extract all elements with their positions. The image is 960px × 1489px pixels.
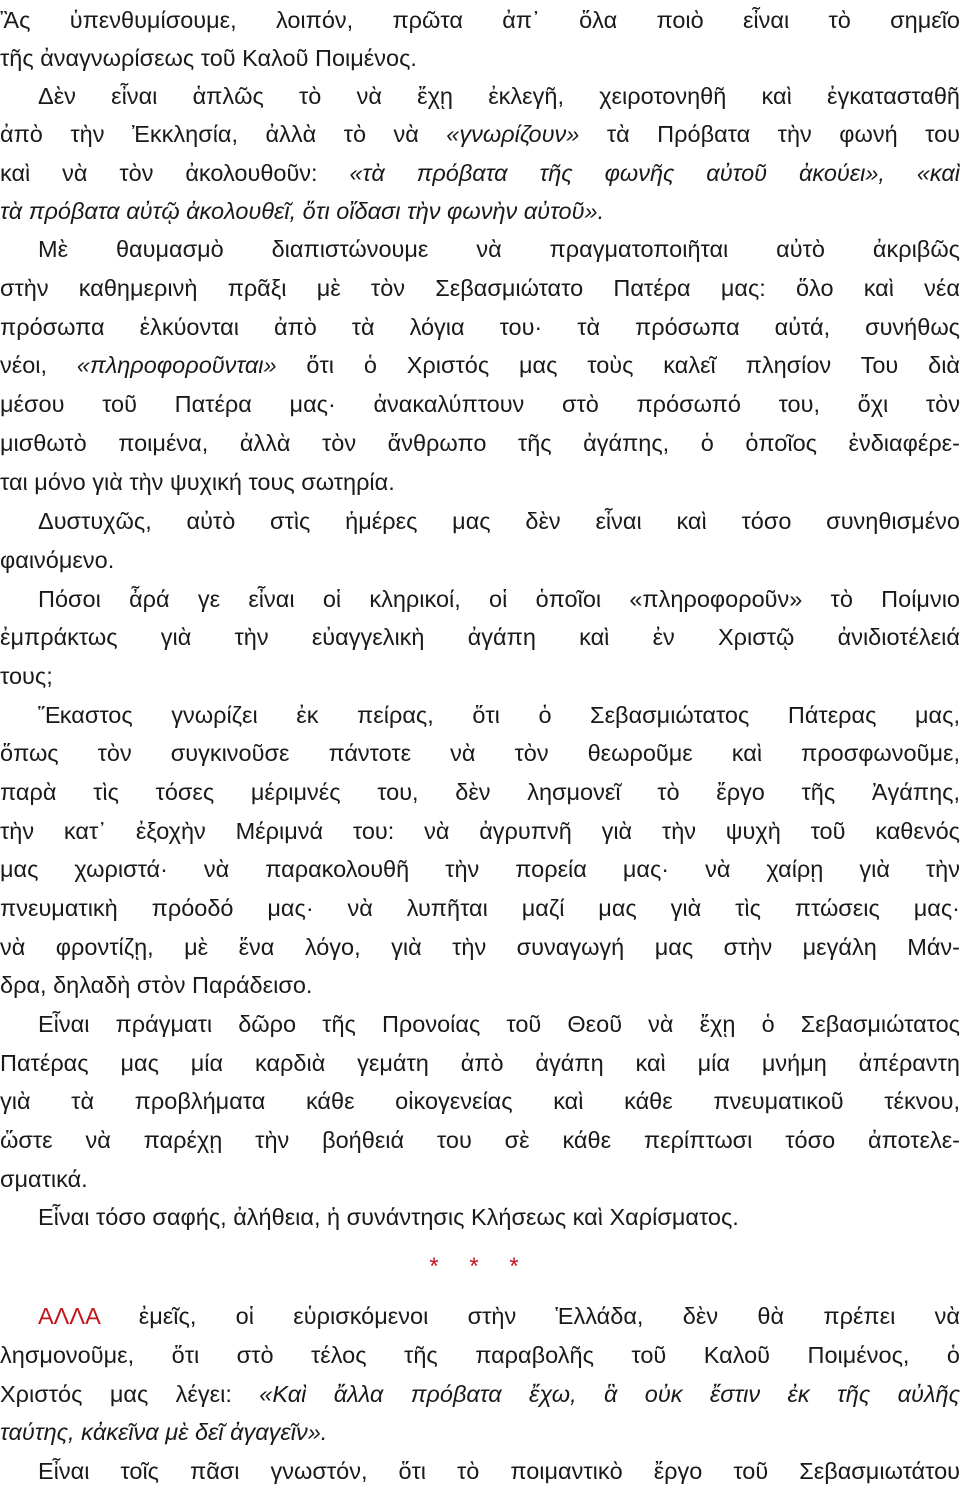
text-span: Πόσοι ἆρά γε εἶναι οἱ κληρικοί, οἱ ὁποῖοι «πληροφοροῦν» τὸ Ποίμνιο — [38, 586, 960, 612]
text-line — [0, 193, 960, 229]
text-span: γιὰ τὰ προβλήματα κάθε οἰκογενείας καὶ κάθε πνευματικοῦ τέκνου, — [0, 1088, 960, 1114]
text-line — [0, 697, 960, 733]
text-line — [0, 1161, 960, 1197]
text-line — [0, 542, 960, 578]
text-span: Εἶναι τοῖς πᾶσι γνωστόν, ὅτι τὸ ποιμαντικὸ ἔργο τοῦ Σεβασμιωτάτου — [38, 1458, 960, 1484]
text-span: δρα, δηλαδὴ στὸν Παράδεισο. — [0, 972, 313, 998]
text-span: μας χωριστά· νὰ παρακολουθῆ τὴν πορεία μας· νὰ χαίρῃ γιὰ τὴν — [0, 856, 960, 882]
text-span: Εἶναι τόσο σαφής, ἀλήθεια, ἡ συνάντησις Κλήσεως καὶ Χαρίσματος. — [38, 1204, 739, 1230]
text-span: φαινόμενο. — [0, 547, 115, 573]
text-span: ται μόνο γιὰ τὴν ψυχική τους σωτηρία. — [0, 469, 395, 495]
text-line — [0, 1045, 960, 1081]
text-line — [0, 1006, 960, 1042]
quote-italic: «γνωρίζουν» — [446, 121, 580, 147]
text-line — [0, 386, 960, 422]
text-line — [0, 2, 960, 38]
quote-italic: «τὰ πρόβατα τῆς φωνῆς αὐτοῦ ἀκούει», «καὶ — [349, 160, 960, 186]
text-span: Πατέρας μας μία καρδιὰ γεμάτη ἀπὸ ἀγάπη καὶ μία μνήμη ἀπέραντη — [0, 1050, 960, 1076]
text-line — [0, 231, 960, 267]
text-line — [0, 1298, 960, 1334]
red-initial-word: ΑΛΛΑ — [38, 1303, 100, 1329]
text-span: Ἕκαστος γνωρίζει ἐκ πείρας, ὅτι ὁ Σεβασμιώτατος Πάτερας μας, — [38, 702, 960, 728]
text-span: πρόσωπα ἑλκύονται ἀπὸ τὰ λόγια του· τὰ πρόσωπα αὐτά, συνήθως — [0, 314, 960, 340]
text-span: τὴν κατ᾽ ἐξοχὴν Μέριμνά του: νὰ ἀγρυπνῆ γιὰ τὴν ψυχὴ τοῦ καθενός — [0, 818, 960, 844]
text-line — [0, 1122, 960, 1158]
separator-stars: * * * — [429, 1253, 531, 1280]
text-line — [0, 155, 960, 191]
text-span: στὴν καθημερινὴ πρᾶξι μὲ τὸν Σεβασμιώτατο Πατέρα μας: ὅλο καὶ νέα — [0, 275, 960, 301]
text-span: νὰ φροντίζῃ, μὲ ἕνα λόγο, γιὰ τὴν συναγωγή μας στὴν μεγάλη Μάν- — [0, 934, 960, 960]
text-line — [0, 619, 960, 655]
text-line — [0, 774, 960, 810]
text-line — [0, 464, 960, 500]
text-line — [0, 851, 960, 887]
text-line — [0, 735, 960, 771]
text-span: Δυστυχῶς, αὐτὸ στὶς ἡμέρες μας δὲν εἶναι καὶ τόσο συνηθισμένο — [38, 508, 960, 534]
text-span: σματικά. — [0, 1166, 88, 1192]
text-span: λησμονοῦμε, ὅτι στὸ τέλος τῆς παραβολῆς τοῦ Καλοῦ Ποιμένος, ὁ — [0, 1342, 960, 1368]
text-span: παρὰ τὶς τόσες μέριμνές του, δὲν λησμονεῖ τὸ ἔργο τῆς Ἀγάπης, — [0, 779, 960, 805]
text-line — [0, 270, 960, 306]
text-span: ἐμεῖς, οἱ εὑρισκόμενοι στὴν Ἑλλάδα, δὲν θὰ πρέπει νὰ — [99, 1303, 960, 1329]
text-span: Εἶναι πράγματι δῶρο τῆς Προνοίας τοῦ Θεοῦ νὰ ἔχῃ ὁ Σεβασμιώτατος — [38, 1011, 960, 1037]
text-span: τῆς ἀναγνωρίσεως τοῦ Καλοῦ Ποιμένος. — [0, 45, 417, 71]
text-span: ὅτι ὁ Χριστός μας τοὺς καλεῖ πλησίον Του διὰ — [276, 352, 960, 378]
text-line — [0, 1337, 960, 1373]
text-line — [0, 929, 960, 965]
text-span: μέσου τοῦ Πατέρα μας· ἀνακαλύπτουν στὸ πρόσωπό του, ὄχι τὸν — [0, 391, 960, 417]
section-separator — [0, 1248, 960, 1284]
text-line — [0, 347, 960, 383]
text-line — [0, 78, 960, 114]
quote-italic: τὰ πρόβατα αὐτῷ ἀκολουθεῖ, ὅτι οἴδασι τὴν φωνὴν αὐτοῦ». — [0, 198, 605, 224]
text-line — [0, 503, 960, 539]
text-span: μισθωτὸ ποιμένα, ἀλλὰ τὸν ἄνθρωπο τῆς ἀγάπης, ὁ ὁποῖος ἐνδιαφέρε- — [0, 430, 960, 456]
text-line — [0, 813, 960, 849]
quote-italic: «πληροφοροῦνται» — [76, 352, 277, 378]
text-line — [0, 658, 960, 694]
text-line — [0, 309, 960, 345]
text-span: ἐμπράκτως γιὰ τὴν εὐαγγελικὴ ἀγάπη καὶ ἐν Χριστῷ ἀνιδιοτέλειά — [0, 624, 960, 650]
text-span: πνευματικὴ πρόοδό μας· νὰ λυπῆται μαζί μας γιὰ τὶς πτώσεις μας· — [0, 895, 960, 921]
quote-italic: ταύτης, κἀκεῖνα μὲ δεῖ ἀγαγεῖν». — [0, 1419, 328, 1445]
text-line — [0, 425, 960, 461]
text-span: Μὲ θαυμασμὸ διαπιστώνουμε νὰ πραγματοποιῆται αὐτὸ ἀκριβῶς — [38, 236, 960, 262]
text-line — [0, 1414, 960, 1450]
text-line — [0, 967, 960, 1003]
quote-italic: «Καὶ ἄλλα πρόβατα ἔχω, ἃ οὐκ ἔστιν ἐκ τῆς αὐλῆς — [259, 1381, 960, 1407]
text-line — [0, 40, 960, 76]
text-line — [0, 890, 960, 926]
text-line — [0, 581, 960, 617]
text-span: ὅπως τὸν συγκινοῦσε πάντοτε νὰ τὸν θεωροῦμε καὶ προσφωνοῦμε, — [0, 740, 960, 766]
text-line — [0, 1376, 960, 1412]
text-span: ὥστε νὰ παρέχῃ τὴν βοήθειά του σὲ κάθε περίπτωσι τόσο ἀποτελε- — [0, 1127, 960, 1153]
text-span: ἀπὸ τὴν Ἐκκλησία, ἀλλὰ τὸ νὰ — [0, 121, 447, 147]
text-span: Δὲν εἶναι ἁπλῶς τὸ νὰ ἔχῃ ἐκλεγῆ, χειροτονηθῆ καὶ ἐγκατασταθῆ — [38, 83, 960, 109]
text-line — [0, 116, 960, 152]
text-span: νέοι, — [0, 352, 77, 378]
text-span: καὶ νὰ τὸν ἀκολουθοῦν: — [0, 160, 350, 186]
text-line — [0, 1453, 960, 1489]
text-span: Ἂς ὑπενθυμίσουμε, λοιπόν, πρῶτα ἀπ᾽ ὅλα ποιὸ εἶναι τὸ σημεῖο — [0, 7, 960, 33]
text-span: τους; — [0, 663, 53, 689]
text-span: τὰ Πρόβατα τὴν φωνή του — [579, 121, 960, 147]
text-span: Χριστός μας λέγει: — [0, 1381, 260, 1407]
text-line — [0, 1199, 960, 1235]
text-line — [0, 1083, 960, 1119]
